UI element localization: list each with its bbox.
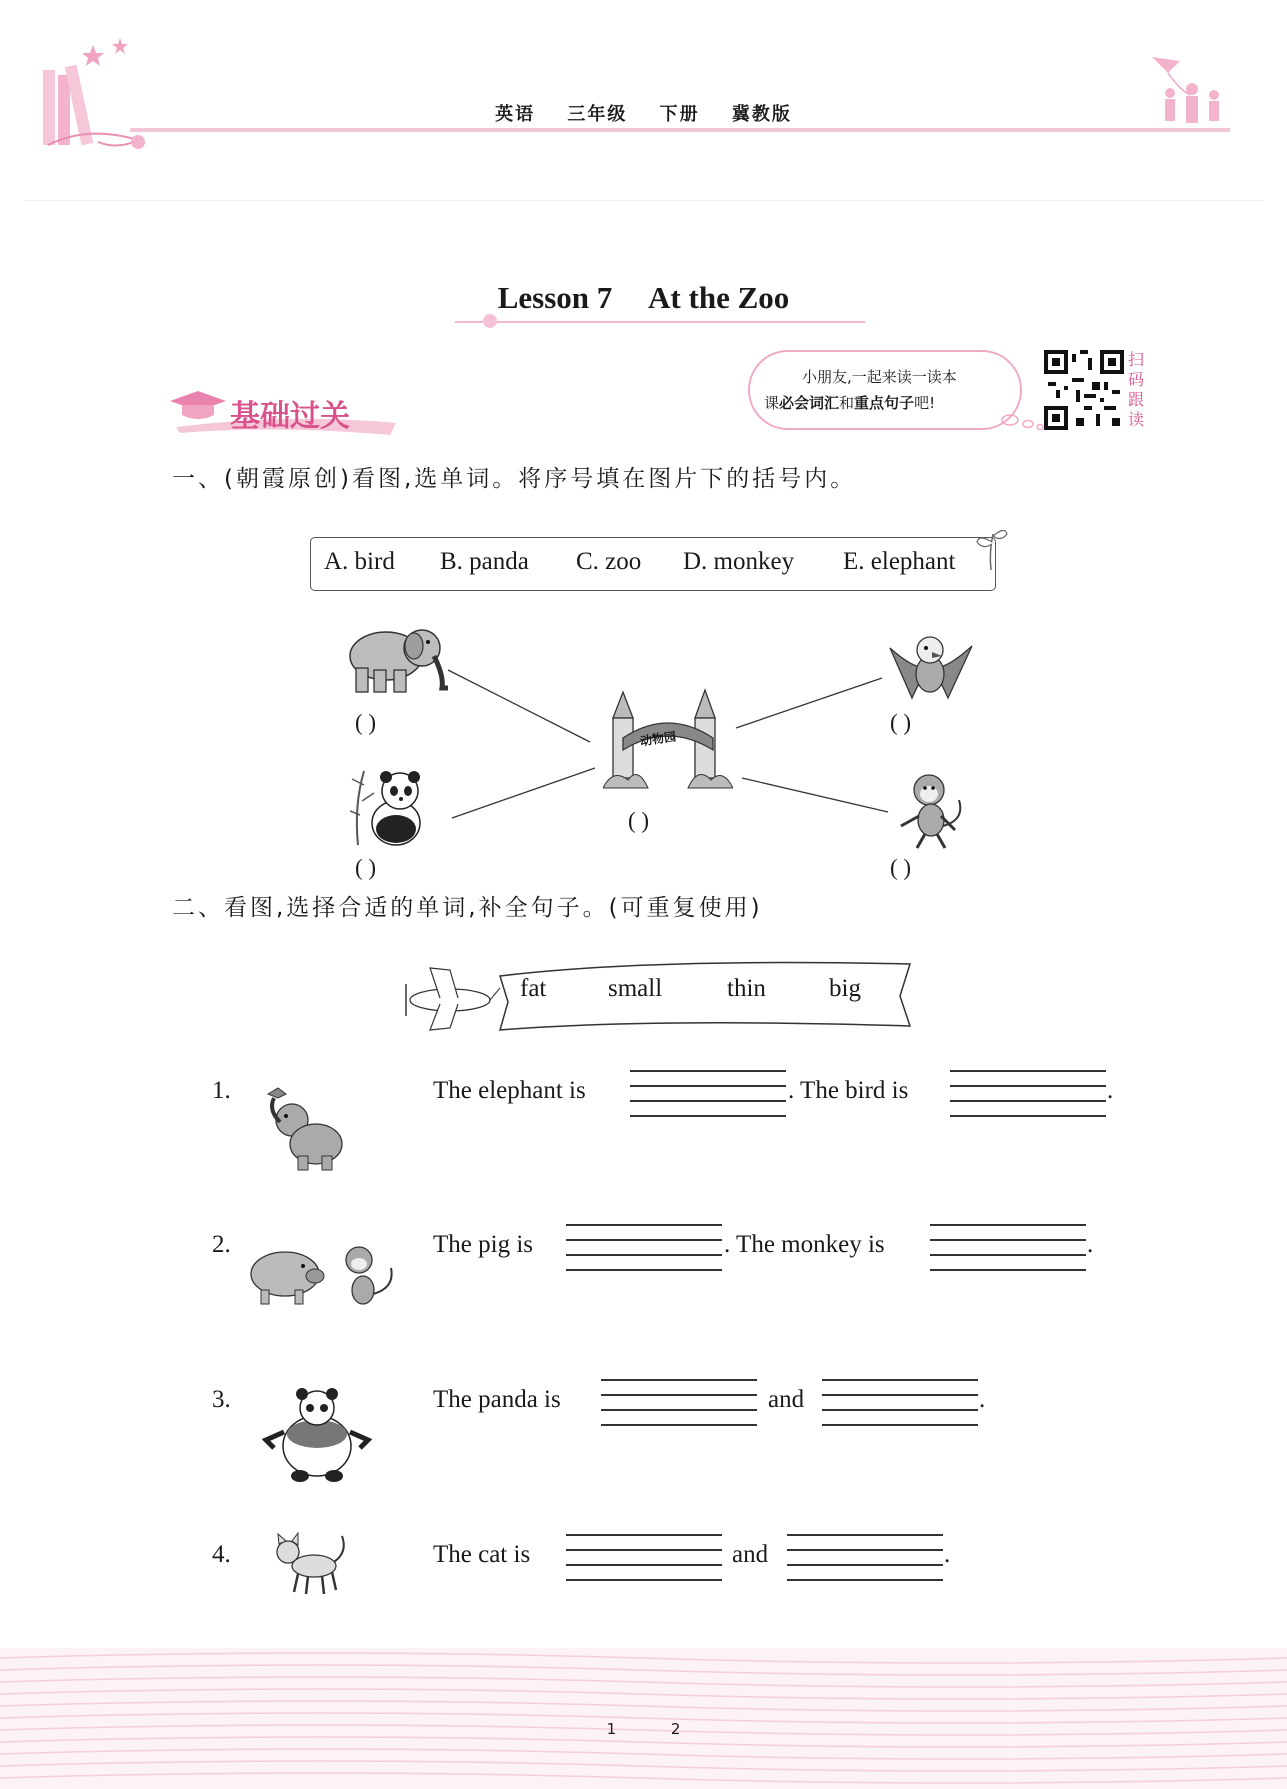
scan-to-read-label: 扫码跟读	[1128, 350, 1145, 429]
tip-line-2	[764, 392, 935, 413]
section-badge-label: 基础过关	[230, 399, 350, 434]
page-number-left: 1	[606, 1720, 617, 1738]
tip-text: 课	[764, 394, 780, 412]
tip-bold-words: 必会词汇	[779, 394, 840, 412]
kids-kite-icon	[1150, 55, 1230, 130]
q1-part-c: .	[1107, 1077, 1114, 1104]
answer-paren-monkey[interactable]: ( )	[890, 855, 912, 880]
footer-wave-background	[0, 1648, 1287, 1789]
word-options-box	[310, 537, 996, 591]
elephant-icon	[344, 618, 449, 698]
option-b: B. panda	[440, 548, 529, 575]
zoo-gate-icon	[603, 688, 733, 798]
part2-instruction: 二、看图,选择合适的单词,补全句子。(可重复使用)	[172, 895, 763, 921]
answer-paren-bird[interactable]: ( )	[890, 710, 912, 735]
q2-answer-blank-1[interactable]	[566, 1224, 722, 1270]
lesson-name: At the Zoo	[648, 280, 790, 315]
q2-part-c: .	[1087, 1231, 1094, 1258]
q4-part-a: The cat is	[433, 1541, 531, 1568]
question-number-4: 4.	[212, 1541, 231, 1568]
section-badge	[168, 383, 398, 433]
header-rule	[130, 128, 1230, 132]
q2-answer-blank-2[interactable]	[930, 1224, 1086, 1270]
option-e: E. elephant	[843, 548, 956, 575]
monkey-icon	[895, 770, 970, 850]
option-c: C. zoo	[576, 548, 642, 575]
word-thin: thin	[727, 975, 766, 1002]
title-underline	[455, 321, 865, 323]
q4-answer-blank-1[interactable]	[566, 1534, 722, 1580]
elephant-and-bird-icon	[250, 1080, 360, 1175]
cloud-tail-icon	[1000, 412, 1048, 432]
q4-answer-blank-2[interactable]	[787, 1534, 943, 1580]
lesson-number: Lesson 7	[497, 280, 613, 315]
tip-text: 吧!	[914, 394, 936, 412]
page-number-right: 2	[670, 1720, 681, 1738]
qr-code-icon[interactable]	[1044, 350, 1124, 430]
title-dot	[483, 314, 497, 328]
q1-answer-blank-2[interactable]	[950, 1070, 1106, 1116]
q3-answer-blank-1[interactable]	[601, 1379, 757, 1425]
option-a: A. bird	[324, 548, 395, 575]
lesson-title	[0, 280, 1287, 316]
q3-answer-blank-2[interactable]	[822, 1379, 978, 1425]
q1-answer-blank-1[interactable]	[630, 1070, 786, 1116]
pig-and-monkey-icon	[245, 1238, 400, 1313]
q1-part-a: The elephant is	[433, 1077, 586, 1104]
answer-paren-zoo[interactable]: ( )	[628, 808, 650, 833]
q4-part-c: .	[944, 1541, 951, 1568]
q1-part-b: . The bird is	[788, 1077, 909, 1104]
header-subject: 英语	[495, 104, 536, 125]
option-d: D. monkey	[683, 548, 795, 575]
header-title	[0, 100, 1287, 126]
tip-text: 和	[839, 394, 855, 412]
answer-paren-elephant[interactable]: ( )	[355, 710, 377, 735]
q2-part-a: The pig is	[433, 1231, 533, 1258]
question-number-2: 2.	[212, 1231, 231, 1258]
question-number-3: 3.	[212, 1386, 231, 1413]
q4-part-b: and	[732, 1541, 769, 1568]
tip-bold-sentences: 重点句子	[854, 394, 915, 412]
fat-panda-icon	[262, 1388, 372, 1483]
q2-part-b: . The monkey is	[724, 1231, 885, 1258]
word-small: small	[608, 975, 663, 1002]
header-edition: 冀教版	[731, 104, 792, 125]
tip-line-1: 小朋友,一起来读一读本	[802, 368, 957, 386]
sprout-icon	[975, 522, 1009, 572]
zoo-sign-label: 动物园	[639, 729, 677, 749]
tip-cloud	[748, 350, 1022, 430]
word-fat: fat	[520, 975, 547, 1002]
q3-part-b: and	[768, 1386, 805, 1413]
part1-instruction: 一、(朝霞原创)看图,选单词。将序号填在图片下的括号内。	[172, 466, 857, 492]
header-grade: 三年级	[567, 104, 628, 125]
header-volume: 下册	[659, 104, 700, 125]
word-big: big	[829, 975, 861, 1002]
q3-part-c: .	[979, 1386, 986, 1413]
q3-part-a: The panda is	[433, 1386, 561, 1413]
books-flower-decoration-icon	[38, 30, 158, 155]
word-bank	[520, 975, 900, 1010]
question-number-1: 1.	[212, 1077, 231, 1104]
page-number	[0, 1720, 1287, 1738]
panda-icon	[350, 765, 435, 850]
cat-icon	[272, 1532, 352, 1597]
answer-paren-panda[interactable]: ( )	[355, 855, 377, 880]
bird-icon	[882, 628, 977, 703]
